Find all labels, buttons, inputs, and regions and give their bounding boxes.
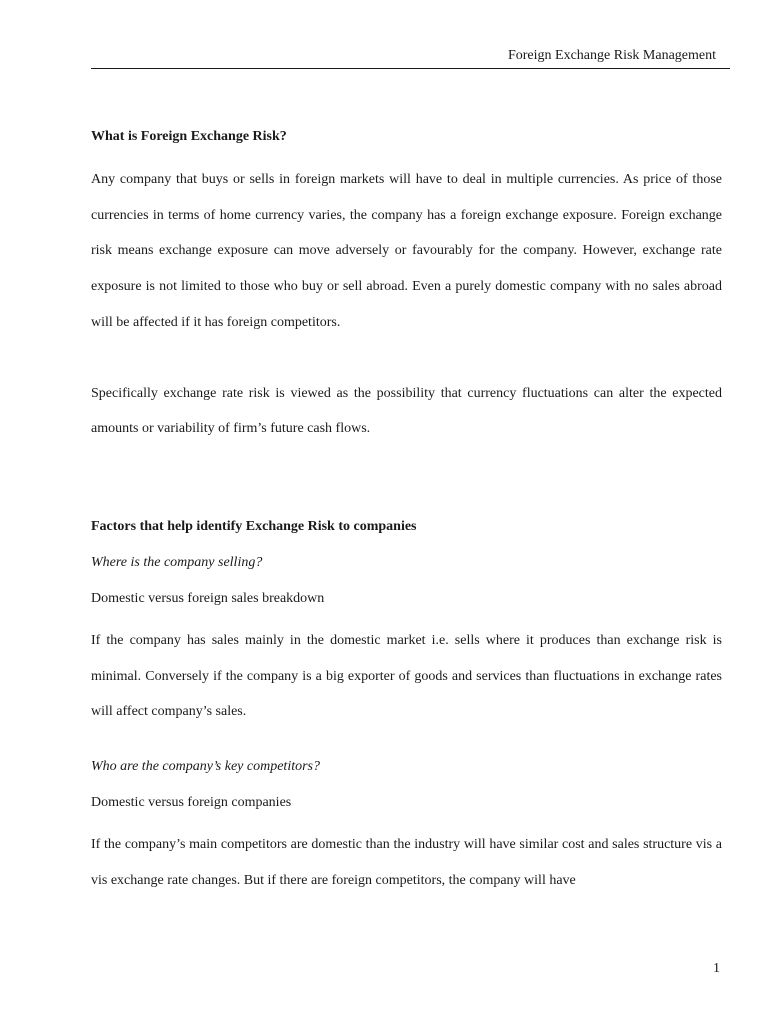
running-header: Foreign Exchange Risk Management xyxy=(507,48,716,63)
page-number: 1 xyxy=(713,961,720,976)
page-body xyxy=(91,126,722,898)
factor-label-sales-breakdown: Domestic versus foreign sales breakdown xyxy=(91,590,325,606)
factor-spacer xyxy=(91,730,722,756)
section-heading-foreign-exchange-risk: What is Foreign Exchange Risk? xyxy=(91,129,287,144)
factor-text-competitors: If the company’s main competitors are domestic than the industry will have similar cost and sales structure vis a vis exchange rate changes. But if there are foreign competitors, the company will have xyxy=(91,837,722,888)
factor-question-selling: Where is the company selling? xyxy=(91,554,263,570)
factor-text-selling: If the company has sales mainly in the domestic market i.e. sells where it produces than exchange risk is minimal. Conversely if the company is a big exporter of goods and services than fluctuations in exchange rates will affect company’s sales. xyxy=(91,632,722,720)
section-spacer xyxy=(91,447,722,516)
paragraph-definition: Any company that buys or sells in foreign markets will have to deal in multiple currencies. As price of those currencies in terms of home currency varies, the company has a foreign exchange exposure. Foreign exchange risk means exchange exposure can move adversely or favourably for the company. However, exchange rate exposure is not limited to those who buy or sell abroad. Even a purely domestic company with no sales abroad will be affected if it has foreign competitors. xyxy=(91,172,722,330)
factor-label-competitors: Domestic versus foreign companies xyxy=(91,795,292,811)
factor-question-competitors: Who are the company’s key competitors? xyxy=(91,759,320,775)
section-heading-factors: Factors that help identify Exchange Risk to companies xyxy=(91,518,417,534)
paragraph-specific-risk: Specifically exchange rate risk is viewed as the possibility that currency fluctuations can alter the expected amounts or variability of firm’s future cash flows. xyxy=(91,385,722,437)
paragraph-spacer xyxy=(91,341,722,376)
header-rule xyxy=(91,68,730,69)
